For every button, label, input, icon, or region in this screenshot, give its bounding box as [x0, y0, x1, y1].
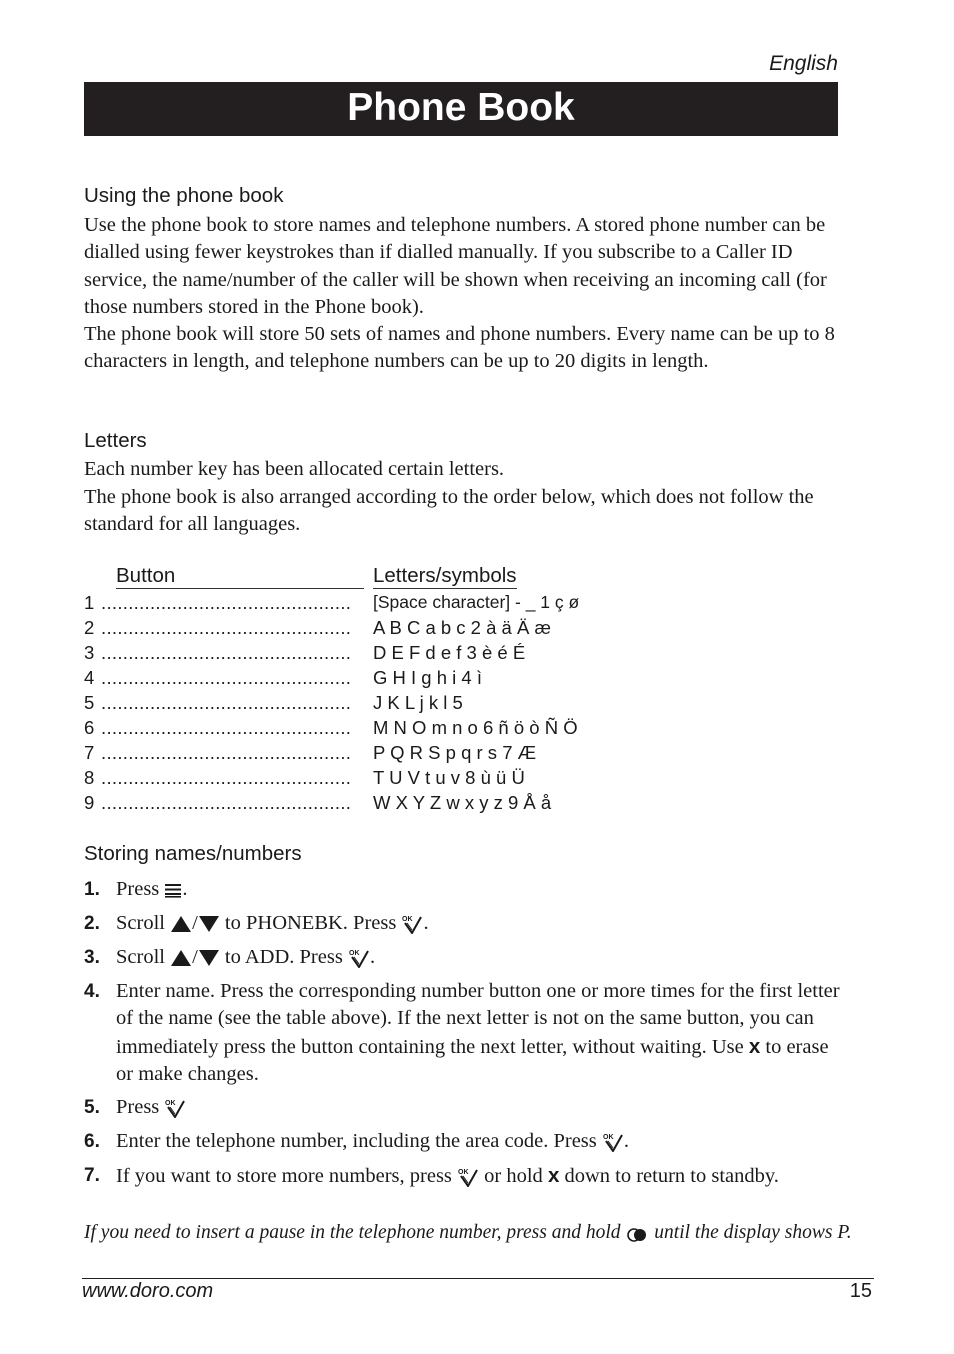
step-text: Enter name. Press the corresponding number button one or more times for the first letter of the name (see the table above). If the next letter is not on the same button, you can immediately press the button containing the next letter, without waiting. Use x to erase or make changes. — [116, 980, 840, 1086]
step-number: 4. — [84, 981, 100, 1002]
erase-key-x: x — [748, 1034, 761, 1058]
paragraph-letters-1: Each number key has been allocated certain letters. — [84, 458, 505, 480]
paragraph-letters-2: The phone book is also arranged according to the order below, which does not follow the standard for all languages. — [84, 486, 814, 536]
footer-divider — [82, 1278, 874, 1279]
ok-check-icon — [602, 1132, 624, 1152]
dot-leader: .............................................. — [101, 667, 352, 688]
row-letters: J K L j k l 5 — [373, 692, 463, 713]
row-letters: M N O m n o 6 ñ ö ò Ñ Ö — [373, 717, 578, 738]
step-text: If you want to store more numbers, press OK or hold x down to return to standby. — [116, 1164, 779, 1187]
row-key: 3 — [84, 642, 95, 663]
pause-key-icon — [625, 1226, 649, 1242]
step-number: 3. — [84, 947, 100, 968]
dot-leader: .............................................. — [101, 742, 352, 763]
row-letters: P Q R S p q r s 7 Æ — [373, 742, 537, 763]
menu-lines-icon — [164, 882, 182, 898]
section-heading-storing: Storing names/numbers — [84, 842, 302, 865]
row-letters: A B C a b c 2 à ä Ä æ — [373, 617, 551, 638]
step-text: Press OK — [116, 1094, 841, 1121]
row-letters: D E F d e f 3 è é É — [373, 642, 526, 663]
paragraph-using-2: The phone book will store 50 sets of names and phone numbers. Every name can be up to 8 characters in length, and telephone numbers can be up to 20 digits in length. — [84, 323, 835, 373]
arrow-down-icon — [198, 949, 220, 967]
ok-check-icon — [457, 1167, 479, 1187]
ok-check-icon — [164, 1098, 186, 1118]
row-key: 2 — [84, 617, 95, 638]
svg-text:OK: OK — [602, 1134, 614, 1142]
row-key: 1 — [84, 592, 95, 613]
step-number: 6. — [84, 1131, 100, 1152]
step-number: 7. — [84, 1165, 100, 1186]
dot-leader: .............................................. — [101, 692, 352, 713]
svg-text:OK: OK — [458, 1169, 469, 1177]
row-key: 5 — [84, 692, 95, 713]
dot-leader: .............................................. — [101, 767, 352, 788]
column-header-letters: Letters/symbols — [373, 564, 517, 587]
section-heading-using: Using the phone book — [84, 184, 284, 207]
arrow-up-icon — [170, 949, 192, 967]
step-text: Press . — [116, 878, 188, 900]
dot-leader: .............................................. — [101, 792, 352, 813]
pause-note: If you need to insert a pause in the telephone number, press and hold until the display shows P. — [84, 1222, 852, 1243]
svg-text:OK: OK — [348, 950, 360, 958]
row-letters: T U V t u v 8 ù ü Ü — [373, 767, 525, 788]
dot-leader: .............................................. — [101, 642, 352, 663]
footer-url: www.doro.com — [82, 1280, 214, 1302]
row-key: 7 — [84, 742, 95, 763]
page-title: Phone Book — [84, 82, 838, 136]
row-key: 4 — [84, 667, 95, 688]
row-key: 8 — [84, 767, 95, 788]
ok-check-icon — [348, 948, 370, 968]
step-number: 5. — [84, 1097, 100, 1118]
row-letters: W X Y Z w x y z 9 Å å — [373, 792, 552, 813]
dot-leader: .............................................. — [101, 717, 352, 738]
row-key: 6 — [84, 717, 95, 738]
erase-key-x: x — [547, 1164, 560, 1187]
step-text: Scroll / to ADD. Press OK . — [116, 946, 376, 968]
language-label: English — [769, 52, 838, 75]
ok-check-icon — [401, 914, 423, 934]
paragraph-using-1: Use the phone book to store names and telephone numbers. A stored phone number can be dialled using fewer keystrokes than if dialled manually. If you subscribe to a Caller ID service, the name/number of the caller will be shown when receiving an incoming call (for those numbers stored in the Phone book). — [84, 214, 827, 319]
arrow-down-icon — [198, 915, 220, 933]
dot-leader: .............................................. — [101, 592, 352, 613]
row-letters: [Space character] - _ 1 ç ø — [373, 592, 580, 612]
svg-text:OK: OK — [165, 1100, 176, 1108]
row-letters: G H I g h i 4 ì — [373, 667, 482, 688]
step-text: Scroll / to PHONEBK. Press OK . — [116, 912, 429, 934]
step-text: Enter the telephone number, including the area code. Press OK . — [116, 1130, 630, 1152]
row-key: 9 — [84, 792, 95, 813]
step-number: 1. — [84, 879, 100, 900]
page-number: 15 — [849, 1280, 872, 1302]
section-heading-letters: Letters — [84, 429, 147, 452]
column-header-button: Button — [116, 564, 364, 589]
arrow-up-icon — [170, 915, 192, 933]
dot-leader: .............................................. — [101, 617, 352, 638]
step-number: 2. — [84, 913, 100, 934]
svg-text:OK: OK — [402, 916, 413, 924]
